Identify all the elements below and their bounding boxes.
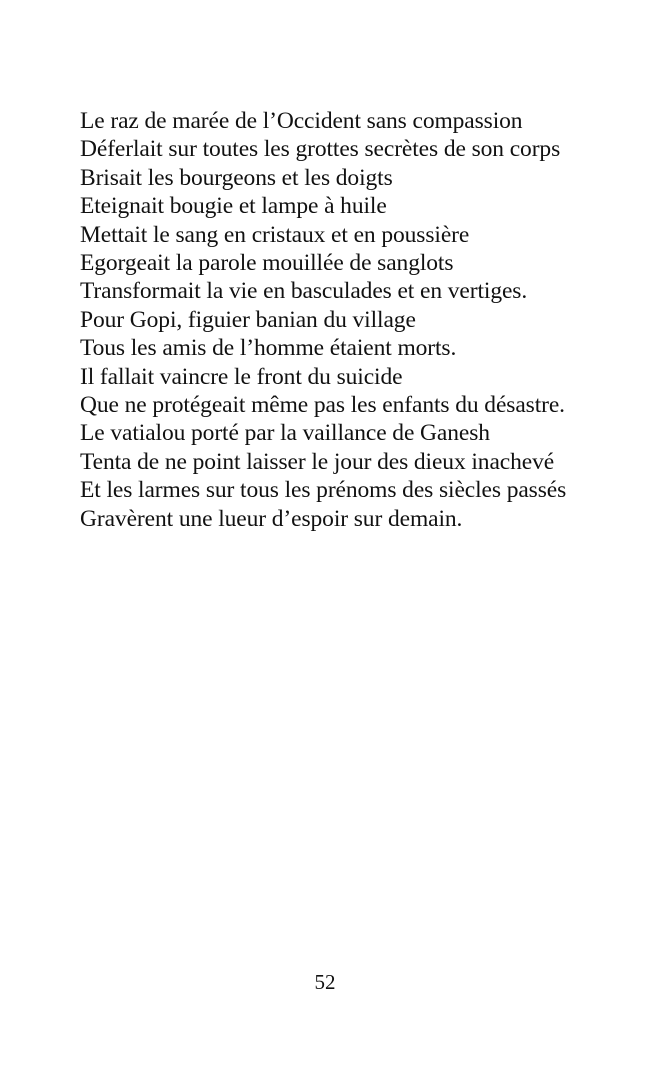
- poem-line: Eteignait bougie et lampe à huile: [80, 193, 387, 220]
- poem-line: Que ne protégeait même pas les enfants du désastre.: [80, 392, 565, 419]
- poem-line: Mettait le sang en cristaux et en poussière: [80, 221, 470, 248]
- poem-line: Et les larmes sur tous les prénoms des siècles passés: [80, 477, 567, 504]
- poem-line: Egorgeait la parole mouillée de sanglots: [80, 250, 454, 277]
- page-number: 52: [314, 970, 336, 994]
- poem-line: Pour Gopi, figuier banian du village: [80, 306, 416, 333]
- poem-line: Déferlait sur toutes les grottes secrètes de son corps: [80, 136, 561, 163]
- poem-line: Tous les amis de l’homme étaient morts.: [80, 335, 457, 362]
- poem-line: Il fallait vaincre le front du suicide: [80, 363, 403, 390]
- poem-line: Le raz de marée de l’Occident sans compassion: [80, 108, 523, 134]
- poem-stanza: [80, 107, 640, 533]
- poem-line: Brisait les bourgeons et les doigts: [80, 164, 393, 191]
- poem-line: Gravèrent une lueur d’espoir sur demain.: [80, 505, 463, 532]
- poem-line: Le vatialou porté par la vaillance de Ganesh: [80, 420, 490, 447]
- poem-line: Transformait la vie en basculades et en vertiges.: [80, 278, 528, 305]
- poem-line: Tenta de ne point laisser le jour des dieux inachevé: [80, 448, 555, 475]
